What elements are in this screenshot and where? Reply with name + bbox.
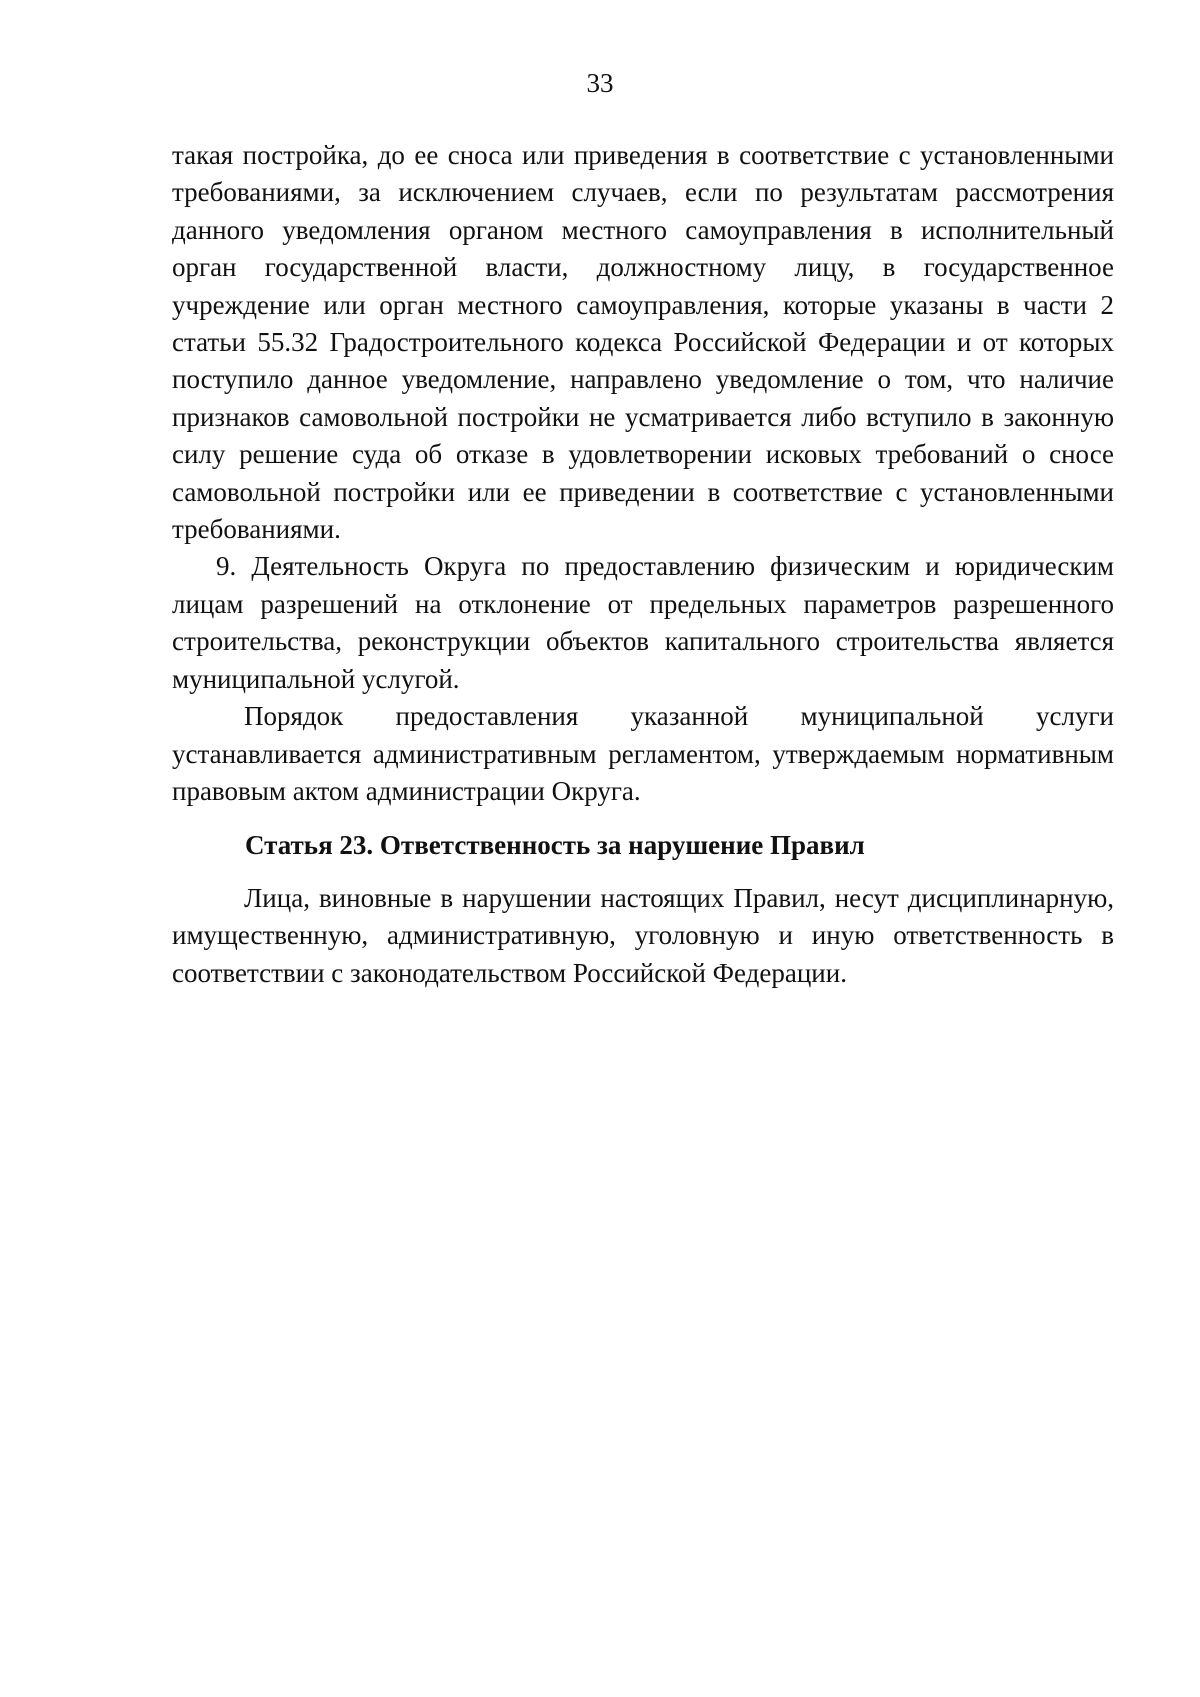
paragraph-continuation: такая постройка, до ее сноса или приведения в соответствие с установленными требованиями, за исключением случаев, если по результатам рассмотрения данного уведомления органом местного самоуправления в исполнительный орган государственной власти, должностному лицу, в государственное учреждение или орган местного самоуправления, которые указаны в части 2 статьи 55.32 Градостроительного кодекса Российской Федерации и от которых поступило данное уведомление, направлено уведомление о том, что наличие признаков самовольной постройки не усматривается либо вступило в законную силу решение суда об отказе в удовлетворении исковых требований о сносе самовольной постройки или ее приведении в соответствие с установленными требованиями. <box>172 140 1114 545</box>
page-number: 33 <box>586 68 614 98</box>
paragraph-item-9: 9. Деятельность Округа по предоставлению физическим и юридическим лицам разрешений на отклонение от предельных параметров разрешенного строительства, реконструкции объектов капитального строительства является муниципальной услугой. <box>172 551 1114 694</box>
paragraph-procedure: Порядок предоставления указанной муниципальной услуги устанавливается административным регламентом, утверждаемым нормативным правовым актом администрации Округа. <box>172 701 1114 806</box>
document-body <box>172 137 1114 992</box>
article-23-text: Лица, виновные в нарушении настоящих Правил, несут дисциплинарную, имущественную, административную, уголовную и иную ответственность в соответствии с законодательством Российской Федерации. <box>172 882 1114 988</box>
article-23-heading: Статья 23. Ответственность за нарушение Правил <box>245 830 865 861</box>
